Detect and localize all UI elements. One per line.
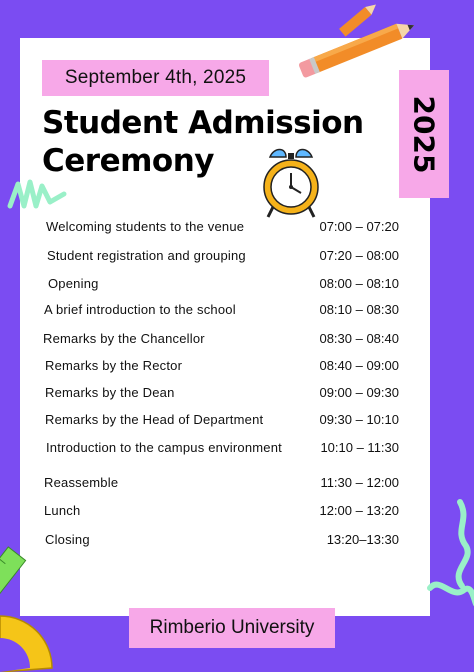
- event-year: 2025: [407, 95, 441, 173]
- schedule-row: [0, 302, 474, 322]
- schedule-time: 07:00 – 07:20: [319, 219, 399, 234]
- year-badge: [399, 70, 449, 198]
- schedule-time: 11:30 – 12:00: [320, 475, 399, 490]
- schedule-event: Lunch: [44, 503, 81, 518]
- schedule-time: 10:10 – 11:30: [320, 440, 399, 455]
- date-badge: [42, 60, 269, 96]
- schedule-event: Reassemble: [44, 475, 119, 490]
- schedule-event: Remarks by the Head of Department: [45, 412, 264, 427]
- schedule-time: 08:40 – 09:00: [319, 358, 399, 373]
- schedule-event: Remarks by the Dean: [45, 385, 175, 400]
- schedule-row: [0, 412, 474, 432]
- schedule-row: [0, 503, 474, 523]
- schedule-time: 09:30 – 10:10: [319, 412, 399, 427]
- schedule-row: [0, 475, 474, 495]
- schedule-time: 08:30 – 08:40: [319, 331, 399, 346]
- schedule-row: [0, 440, 474, 460]
- schedule-row: [0, 248, 474, 268]
- university-badge: [129, 608, 335, 648]
- schedule-time: 12:00 – 13:20: [319, 503, 399, 518]
- schedule-row: [0, 276, 474, 296]
- schedule-row: [0, 385, 474, 405]
- event-date: September 4th, 2025: [64, 67, 247, 88]
- pencil-icon-small: [334, 0, 384, 40]
- schedule-event: A brief introduction to the school: [44, 302, 236, 317]
- page-title: Student Admission Ceremony: [42, 105, 364, 179]
- schedule-event: Welcoming students to the venue: [46, 219, 245, 234]
- squiggle-icon-left: [8, 176, 68, 216]
- schedule-event: Opening: [48, 276, 99, 291]
- schedule-time: 13:20–13:30: [326, 532, 399, 547]
- schedule-event: Remarks by the Chancellor: [43, 331, 205, 346]
- schedule-row: [0, 532, 474, 552]
- schedule-event: Remarks by the Rector: [45, 358, 183, 373]
- schedule-time: 08:00 – 08:10: [319, 276, 399, 291]
- schedule-row: [0, 219, 474, 239]
- protractor-icon: [0, 612, 60, 672]
- schedule-event: Student registration and grouping: [47, 248, 246, 263]
- schedule-time: 08:10 – 08:30: [319, 302, 399, 317]
- schedule-time: 09:00 – 09:30: [319, 385, 399, 400]
- schedule-time: 07:20 – 08:00: [319, 248, 399, 263]
- schedule-row: [0, 331, 474, 351]
- schedule-event: Closing: [45, 532, 90, 547]
- schedule-event: Introduction to the campus environment: [46, 440, 282, 455]
- university-name: Rimberio University: [149, 617, 315, 638]
- schedule-row: [0, 358, 474, 378]
